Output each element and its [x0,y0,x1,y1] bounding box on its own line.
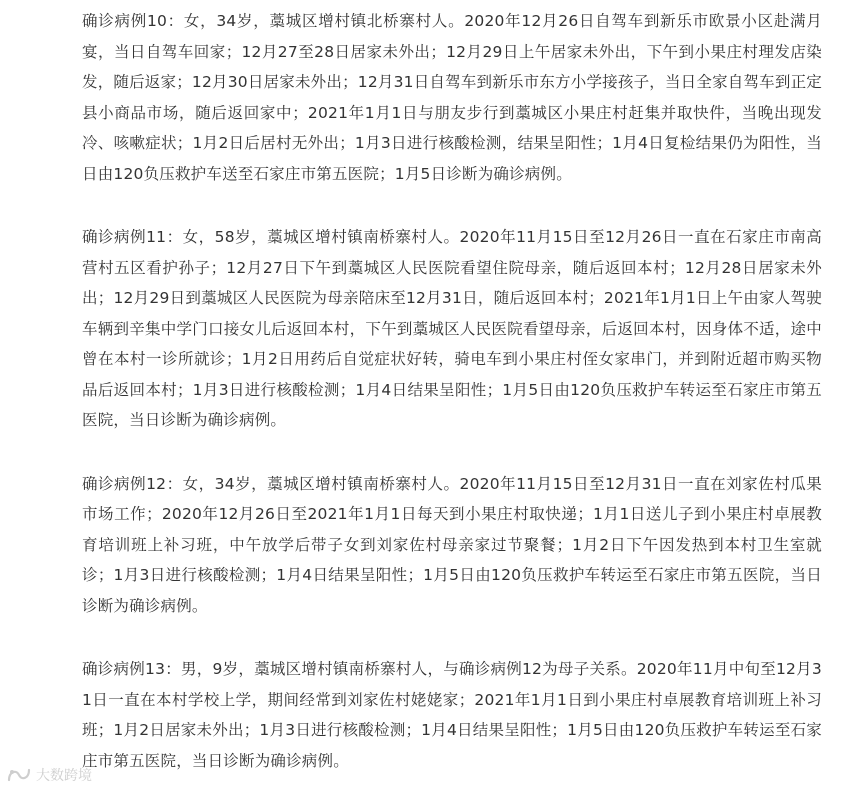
logo-icon [6,766,32,784]
case-11-paragraph: 确诊病例11：女，58岁，藁城区增村镇南桥寨村人。2020年11月15日至12月26日一直在石家庄市南高营村五区看护孙子；12月27日下午到藁城区人民医院看望住院母亲，随后返回本村；12月28日居家未外出；12月29日到藁城区人民医院为母亲陪床至12月31日，随后返回本村；2021年1月1日上午由家人驾驶车辆到辛集中学门口接女儿后返回本村，下午到藁城区人民医院看望母亲，后返回本村，因身体不适，途中曾在本村一诊所就诊；1月2日用药后自觉症状好转，骑电车到小果庄村侄女家串门，并到附近超市购买物品后返回本村；1月3日进行核酸检测；1月4日结果呈阳性；1月5日由120负压救护车转运至石家庄市第五医院，当日诊断为确诊病例。 [82,228,822,429]
article-body [82,0,822,776]
case-10-paragraph: 确诊病例10：女，34岁，藁城区增村镇北桥寨村人。2020年12月26日自驾车到新乐市欧景小区赴满月宴，当日自驾车回家；12月27至28日居家未外出；12月29日上午居家未外出，下午到小果庄村理发店染发，随后返家；12月30日居家未外出；12月31日自驾车到新乐市东方小学接孩子，当日全家自驾车到正定县小商品市场，随后返回家中；2021年1月1日与朋友步行到藁城区小果庄村赶集并取快件，当晚出现发冷、咳嗽症状；1月2日后居村无外出；1月3日进行核酸检测，结果呈阳性；1月4日复检结果仍为阳性，当日由120负压救护车送至石家庄市第五医院；1月5日诊断为确诊病例。 [82,12,822,183]
case-13-paragraph: 确诊病例13：男，9岁，藁城区增村镇南桥寨村人，与确诊病例12为母子关系。2020年11月中旬至12月31日一直在本村学校上学，期间经常到刘家佐村姥姥家；2021年1月1日到小果庄村卓展教育培训班上补习班；1月2日居家未外出；1月3日进行核酸检测；1月4日结果呈阳性；1月5日由120负压救护车转运至石家庄市第五医院，当日诊断为确诊病例。 [82,660,822,770]
watermark-text: 大数跨境 [36,768,92,784]
case-12-paragraph: 确诊病例12：女，34岁，藁城区增村镇南桥寨村人。2020年11月15日至12月31日一直在刘家佐村瓜果市场工作；2020年12月26日至2021年1月1日每天到小果庄村取快递；1月1日送儿子到小果庄村卓展教育培训班上补习班，中午放学后带子女到刘家佐村母亲家过节聚餐；1月2日下午因发热到本村卫生室就诊；1月3日进行核酸检测；1月4日结果呈阳性；1月5日由120负压救护车转运至石家庄市第五医院，当日诊断为确诊病例。 [82,474,822,615]
watermark [6,765,92,785]
